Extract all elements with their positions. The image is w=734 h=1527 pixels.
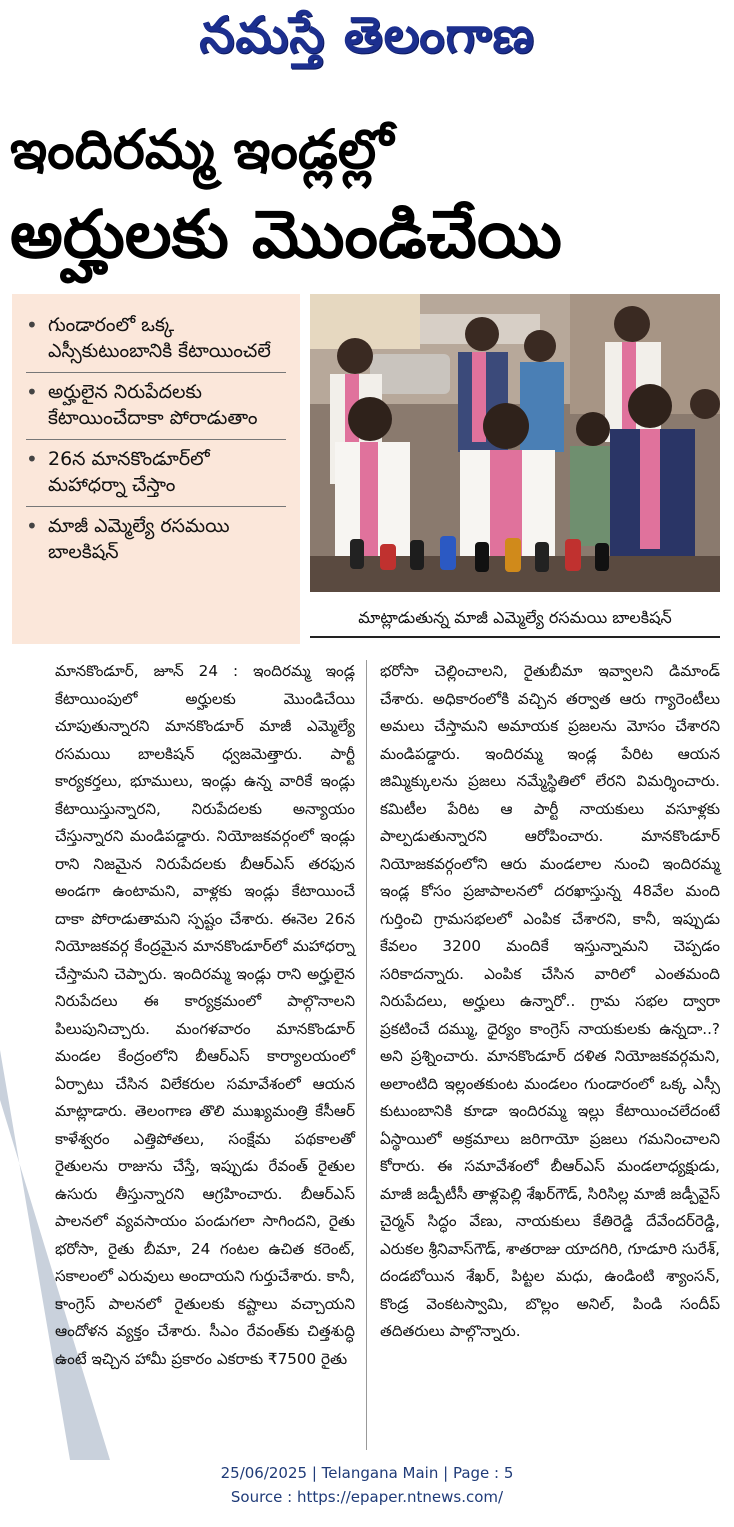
summary-text: మాజీ ఎమ్మెల్యే రసమయి బాలకిషన్: [48, 515, 230, 563]
headline-line-1: ఇందిరమ్మ ఇండ్లల్లో: [10, 118, 394, 181]
newspaper-title: నమస్తే తెలంగాణ: [199, 6, 535, 64]
bullet-icon: •: [26, 313, 38, 337]
bullet-icon: •: [26, 380, 38, 404]
summary-item: [26, 373, 286, 440]
footer-source-link[interactable]: Source : https://epaper.ntnews.com/: [230, 1488, 504, 1506]
summary-text: గుండారంలో ఒక్క ఎస్సీకుటుంబానికి కేటాయించలే: [48, 314, 271, 362]
press-meet-illustration: [310, 294, 720, 592]
article-column-right: భరోసా చెల్లించాలని, రైతుబీమా ఇవ్వాలని డిమాండ్ చేశారు. అధికారంలోకి వచ్చిన తర్వాత ఆరు గ్యారెంటీలు అమలు చేస్తామని అమాయక ప్రజలను మోసం చేశారని మండిపడ్డారు. ఇందిరమ్మ ఇండ్ల పేరిట ఆయన జిమ్మిక్కులను ప్రజలు నమ్మేస్థితిలో లేరని విమర్శించారు. కమిటీల పేరిట ఆ పార్టీ నాయకులు వసూళ్లకు పాల్పడుతున్నారని ఆరోపించారు. మానకొండూర్ నియోజకవర్గంలోని ఆరు మండలాల నుంచి ఇందిరమ్మ ఇండ్ల కోసం ప్రజాపాలనలో దరఖాస్తున్న 48వేల మంది గుర్తించి గ్రామసభలలో ఎంపిక చేశారని, కానీ, ఇప్పుడు కేవలం 3200 మందికే ఇస్తున్నామని చెప్పడం సరికాదన్నారు. ఎంపిక చేసిన వారిలో ఎంతమంది నిరుపేదలు, అర్హులు ఉన్నారో.. గ్రామ సభల ద్వారా ప్రకటించే దమ్ము, ధైర్యం కాంగ్రెస్ నాయకులకు ఉన్నదా..? అని ప్రశ్నించారు. మానకొండూర్ దళిత నియోజకవర్గమని, అలాంటిది ఇల్లంతకుంట మండలం గుండారంలో ఒక్క ఎస్సీ కుటుంబానికి కూడా ఇందిరమ్మ ఇల్లు కేటాయించలేదంటే ఏస్థాయిలో అక్రమాలు జరిగాయో ప్రజలు గమనించాలని కోరారు. ఈ సమావేశంలో బీఆర్‌ఎస్ మండలాధ్యక్షుడు, మాజీ జడ్పీటీసీ తాళ్లపెల్లి శేఖర్‌గౌడ్, సిరిసిల్ల మాజీ జడ్పీవైస్ చైర్మన్ సిద్ధం వేణు, నాయకులు కేతిరెడ్డి దేవేందర్‌రెడ్డి, ఎరుకల శ్రీనివాస్‌గౌడ్, శాతరాజు యాదగిరి, గూడూరి సురేశ్, దండబోయిన శేఖర్, పిట్టల మధు, ఉండింటి శ్యాంసన్, కొండ్ర వెంకటస్వామి, బొల్లం అనిల్, పిండి సందీప్ తదితరులు పాల్గొన్నారు.: [380, 662, 720, 1340]
headline-line-2: అర్హులకు మొండిచేయి: [10, 196, 562, 273]
summary-text: 26న మానకొండూర్‌లో మహాధర్నా చేస్తాం: [48, 448, 210, 496]
photo-caption: మాట్లాడుతున్న మాజీ ఎమ్మెల్యే రసమయి బాలకిషన్: [310, 598, 720, 638]
footer-edition-info: 25/06/2025 | Telangana Main | Page : 5: [220, 1464, 514, 1482]
summary-item: [26, 507, 286, 573]
press-meet-photo: [310, 294, 720, 592]
summary-text: అర్హులైన నిరుపేదలకు కేటాయించేదాకా పోరాడుతాం: [48, 381, 258, 429]
summary-item: [26, 440, 286, 507]
column-divider: [366, 660, 367, 1450]
summary-box: [12, 294, 300, 644]
article-column-left: మానకొండూర్, జూన్ 24 : ఇందిరమ్మ ఇండ్ల కేటాయింపులో అర్హులకు మొండిచేయి చూపుతున్నారని మానకొండూర్ మాజీ ఎమ్మెల్యే రసమయి బాలకిషన్ ధ్వజమెత్తారు. పార్టీ కార్యకర్తలు, భూములు, ఇండ్లు ఉన్న వారికే ఇండ్లు కేటాయిస్తున్నారని, నిరుపేదలకు అన్యాయం చేస్తున్నారని మండిపడ్డారు. నియోజకవర్గంలో ఇండ్లు రాని నిజమైన నిరుపేదలకు బీఆర్‌ఎస్ తరఫున అండగా ఉంటామని, వాళ్లకు ఇండ్లు కేటాయించే దాకా పోరాడుతామని స్పష్టం చేశారు. ఈనెల 26న నియోజకవర్గ కేంద్రమైన మానకొండూర్‌లో మహాధర్నా చేస్తామని చెప్పారు. ఇందిరమ్మ ఇండ్లు రాని అర్హులైన నిరుపేదలు ఈ కార్యక్రమంలో పాల్గొనాలని పిలుపునిచ్చారు. మంగళవారం మానకొండూర్ మండల కేంద్రంలోని బీఆర్‌ఎస్ కార్యాలయంలో ఏర్పాటు చేసిన విలేకరుల సమావేశంలో ఆయన మాట్లాడారు. తెలంగాణ తొలి ముఖ్యమంత్రి కేసీఆర్ కాళేశ్వరం ఎత్తిపోతలు, సంక్షేమ పథకాలతో రైతులను రాజును చేస్తే, ఇప్పుడు రేవంత్ రైతుల ఉసురు తీస్తున్నారని ఆగ్రహించారు. బీఆర్‌ఎస్ పాలనలో వ్యవసాయం పండుగలా సాగిందని, రైతు భరోసా, రైతు బీమా, 24 గంటల ఉచిత కరెంట్, సకాలంలో ఎరువులు అందాయని గుర్తుచేశారు. కానీ, కాంగ్రెస్ పాలనలో రైతులకు కష్టాలు వచ్చాయని ఆందోళన వ్యక్తం చేశారు. సీఎం రేవంత్‌కు చిత్తశుద్ధి ఉంటే ఇచ్చిన హామీ ప్రకారం ఎకరాకు ₹7500 రైతు: [55, 662, 355, 1368]
summary-item: [26, 306, 286, 373]
bullet-icon: •: [26, 514, 38, 538]
bullet-icon: •: [26, 447, 38, 471]
masthead: [0, 0, 734, 90]
